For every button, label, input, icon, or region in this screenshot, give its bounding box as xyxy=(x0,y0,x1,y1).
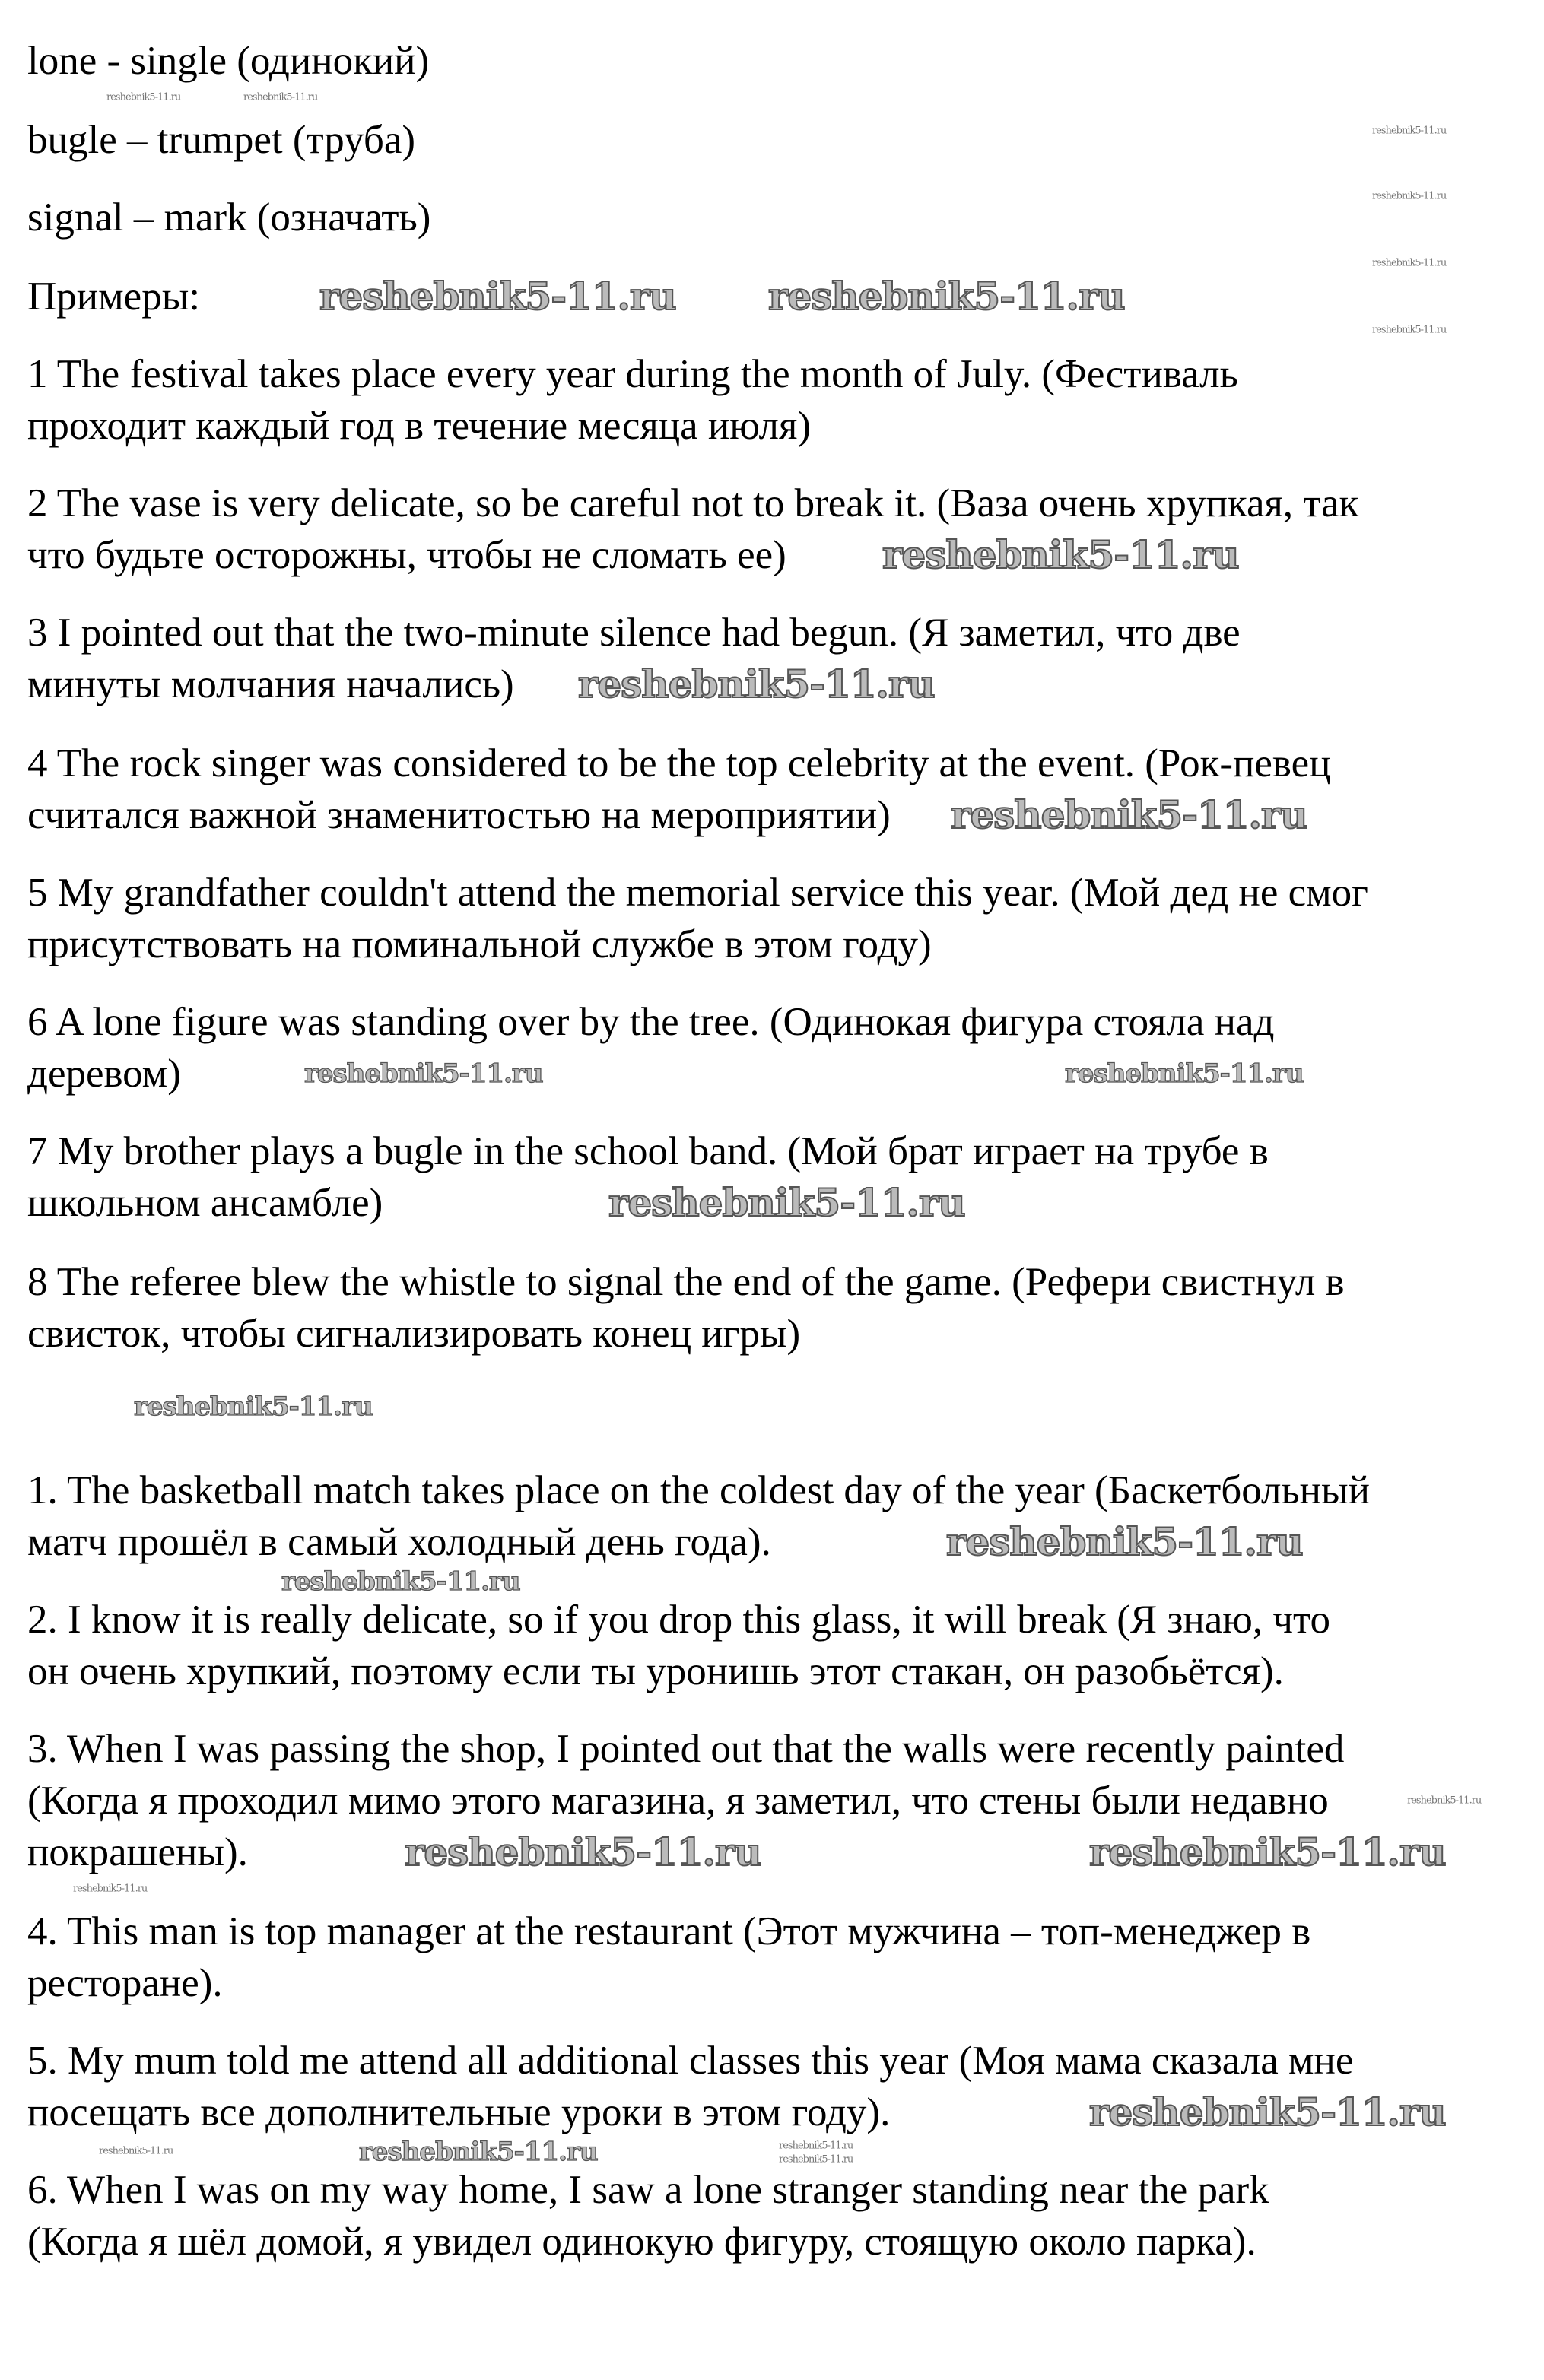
watermark: reshebnik5-11.ru xyxy=(768,274,1125,319)
watermark: reshebnik5-11.ru xyxy=(73,1883,148,1895)
example-sentence-line: минуты молчания начались) xyxy=(27,662,514,706)
watermark: reshebnik5-11.ru xyxy=(99,2145,173,2157)
watermark: reshebnik5-11.ru xyxy=(281,1566,520,1597)
answer-sentence-line: (Когда я шёл домой, я увидел одинокую фигуру, стоящую около парка). xyxy=(27,2220,1256,2264)
watermark: reshebnik5-11.ru xyxy=(1372,324,1447,336)
answer-sentence-line: 6. When I was on my way home, I saw a lone stranger standing near the park xyxy=(27,2168,1269,2212)
answer-sentence-line: ресторане). xyxy=(27,1961,223,2005)
example-sentence-line: деревом) xyxy=(27,1052,181,1096)
watermark: reshebnik5-11.ru xyxy=(608,1180,965,1225)
watermark: reshebnik5-11.ru xyxy=(1372,190,1447,202)
watermark: reshebnik5-11.ru xyxy=(1089,2090,1446,2134)
example-sentence-line: 5 My grandfather couldn't attend the memorial service this year. (Мой дед не смог xyxy=(27,871,1368,915)
example-sentence-line: 6 A lone figure was standing over by the tree. (Одинокая фигура стояла над xyxy=(27,1000,1275,1044)
examples-heading: Примеры: xyxy=(27,274,201,319)
watermark: reshebnik5-11.ru xyxy=(951,792,1307,837)
watermark: reshebnik5-11.ru xyxy=(1372,125,1447,137)
watermark: reshebnik5-11.ru xyxy=(405,1829,761,1874)
example-sentence-line: проходит каждый год в течение месяца июля) xyxy=(27,404,811,448)
answer-sentence-line: покрашены). xyxy=(27,1830,248,1874)
answer-sentence-line: (Когда я проходил мимо этого магазина, я заметил, что стены были недавно xyxy=(27,1779,1329,1823)
watermark: reshebnik5-11.ru xyxy=(1407,1795,1482,1807)
example-sentence-line: школьном ансамбле) xyxy=(27,1181,383,1225)
example-sentence-line: присутствовать на поминальной службе в этом году) xyxy=(27,922,932,966)
example-sentence-line: 7 My brother plays a bugle in the school band. (Мой брат играет на трубе в xyxy=(27,1129,1269,1173)
example-sentence-line: 2 The vase is very delicate, so be careful not to break it. (Ваза очень хрупкая, так xyxy=(27,481,1359,525)
watermark: reshebnik5-11.ru xyxy=(359,2137,598,2167)
example-sentence-line: свисток, чтобы сигнализировать конец игры) xyxy=(27,1312,801,1356)
answer-sentence-line: 2. I know it is really delicate, so if you drop this glass, it will break (Я знаю, что xyxy=(27,1598,1331,1642)
watermark: reshebnik5-11.ru xyxy=(779,2153,853,2166)
example-sentence-line: считался важной знаменитостью на мероприятии) xyxy=(27,793,891,837)
watermark: reshebnik5-11.ru xyxy=(304,1058,543,1089)
answer-sentence-line: 4. This man is top manager at the restaurant (Этот мужчина – топ-менеджер в xyxy=(27,1909,1311,1953)
vocabulary-entry: bugle – trumpet (труба) xyxy=(27,118,416,162)
watermark: reshebnik5-11.ru xyxy=(1372,257,1447,269)
answer-sentence-line: посещать все дополнительные уроки в этом году). xyxy=(27,2090,891,2134)
watermark: reshebnik5-11.ru xyxy=(1065,1058,1304,1089)
watermark: reshebnik5-11.ru xyxy=(578,662,935,706)
example-sentence-line: что будьте осторожны, чтобы не сломать ее) xyxy=(27,533,786,577)
watermark: reshebnik5-11.ru xyxy=(243,91,318,103)
example-sentence-line: 1 The festival takes place every year during the month of July. (Фестиваль xyxy=(27,352,1238,396)
answer-sentence-line: матч прошёл в самый холодный день года). xyxy=(27,1520,771,1564)
example-sentence-line: 3 I pointed out that the two-minute silence had begun. (Я заметил, что две xyxy=(27,611,1241,655)
watermark: reshebnik5-11.ru xyxy=(1089,1829,1446,1874)
watermark: reshebnik5-11.ru xyxy=(882,532,1239,577)
answer-sentence-line: он очень хрупкий, поэтому если ты уронишь этот стакан, он разобьётся). xyxy=(27,1649,1284,1693)
watermark: reshebnik5-11.ru xyxy=(779,2140,853,2152)
example-sentence-line: 4 The rock singer was considered to be the top celebrity at the event. (Рок-певец xyxy=(27,741,1331,785)
answer-sentence-line: 1. The basketball match takes place on the coldest day of the year (Баскетбольный xyxy=(27,1468,1370,1512)
vocabulary-entry: signal – mark (означать) xyxy=(27,195,431,240)
answer-sentence-line: 3. When I was passing the shop, I pointed out that the walls were recently painted xyxy=(27,1727,1345,1771)
answer-sentence-line: 5. My mum told me attend all additional classes this year (Моя мама сказала мне xyxy=(27,2039,1354,2083)
watermark: reshebnik5-11.ru xyxy=(134,1392,373,1422)
watermark: reshebnik5-11.ru xyxy=(106,91,181,103)
vocabulary-entry: lone - single (одинокий) xyxy=(27,39,430,83)
example-sentence-line: 8 The referee blew the whistle to signal the end of the game. (Рефери свистнул в xyxy=(27,1260,1345,1304)
watermark: reshebnik5-11.ru xyxy=(319,274,676,319)
watermark: reshebnik5-11.ru xyxy=(946,1519,1303,1564)
